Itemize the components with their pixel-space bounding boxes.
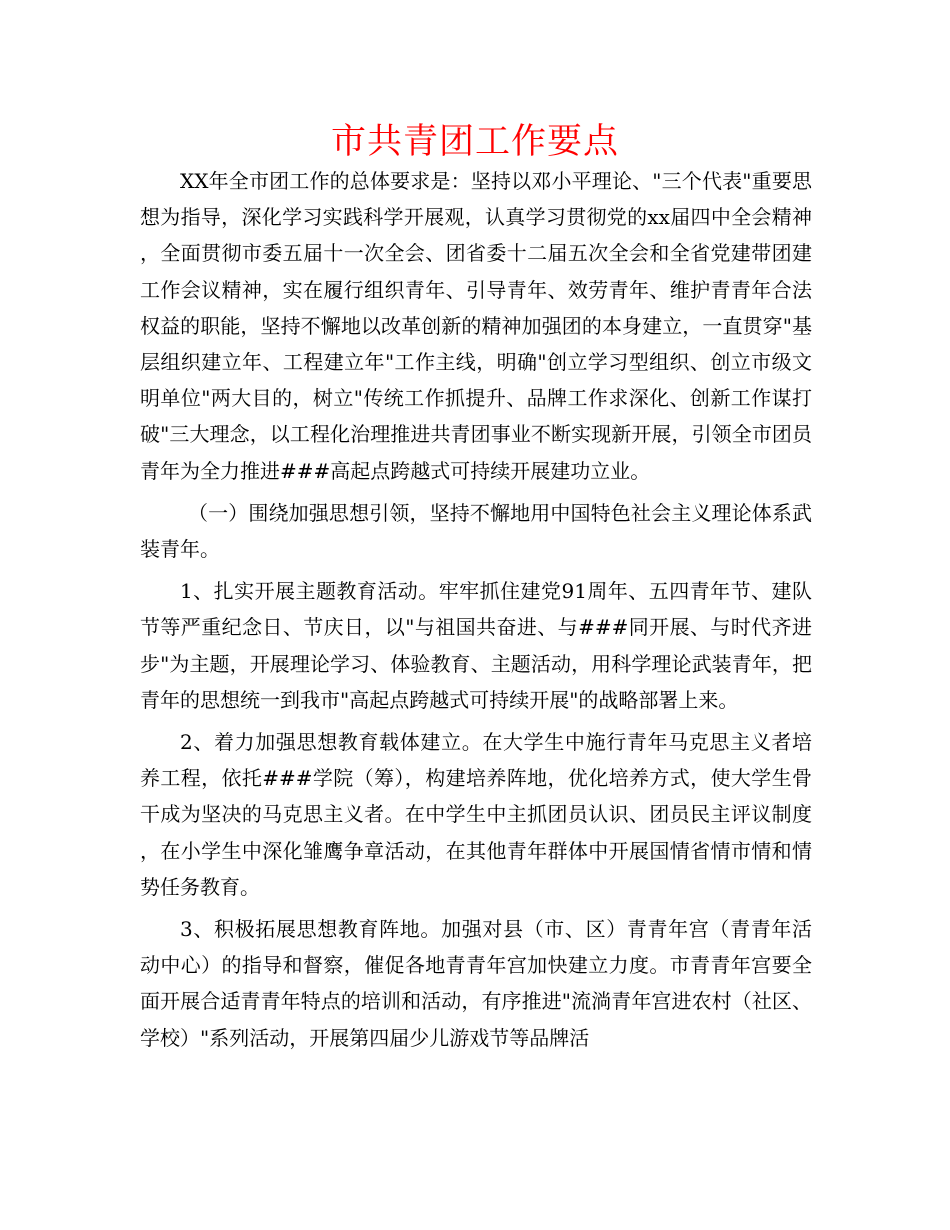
paragraph-section-1-heading: （一）围绕加强思想引领，坚持不懈地用中国特色社会主义理论体系武装青年。 bbox=[140, 500, 812, 562]
paragraph-overview: XX年全市团工作的总体要求是：坚持以邓小平理论、"三个代表"重要思想为指导，深化学习实践科学开展观，认真学习贯彻党的xx届四中全会精神，全面贯彻市委五届十一次全会、团省委十二届五次全会和全省党建带团建工作会议精神，实在履行组织青年、引导青年、效劳青年、维护青青年合法权益的职能，坚持不懈地以改革创新的精神加强团的本身建立，一直贯穿"基层组织建立年、工程建立年"工作主线，明确"创立学习型组织、创立市级文明单位"两大目的，树立"传统工作抓提升、品牌工作求深化、创新工作谋打破"三大理念，以工程化治理推进共青团事业不断实现新开展，引领全市团员青年为全力推进###高起点跨越式可持续开展建功立业。 bbox=[140, 169, 812, 483]
paragraph-item-1: 1、扎实开展主题教育活动。牢牢抓住建党91周年、五四青年节、建队节等严重纪念日、节庆日，以"与祖国共奋进、与###同开展、与时代齐进步"为主题，开展理论学习、体验教育、主题活动，用科学理论武装青年，把青年的思想统一到我市"高起点跨越式可持续开展"的战略部署上来。 bbox=[140, 579, 812, 712]
paragraph-item-3: 3、积极拓展思想教育阵地。加强对县（市、区）青青年宫（青青年活动中心）的指导和督察，催促各地青青年宫加快建立力度。市青青年宫要全面开展合适青青年特点的培训和活动，有序推进"流淌青年宫进农村（社区、学校）"系列活动，开展第四届少儿游戏节等品牌活 bbox=[140, 917, 812, 1050]
document-title: 市共青团工作要点 bbox=[330, 122, 619, 162]
paragraph-item-2: 2、着力加强思想教育载体建立。在大学生中施行青年马克思主义者培养工程，依托###学院（筹），构建培养阵地，优化培养方式，使大学生骨干成为坚决的马克思主义者。在中学生中主抓团员认识、团员民主评议制度，在小学生中深化雏鹰争章活动，在其他青年群体中开展国情省情市情和情势任务教育。 bbox=[140, 730, 812, 899]
document-body bbox=[140, 163, 812, 1056]
